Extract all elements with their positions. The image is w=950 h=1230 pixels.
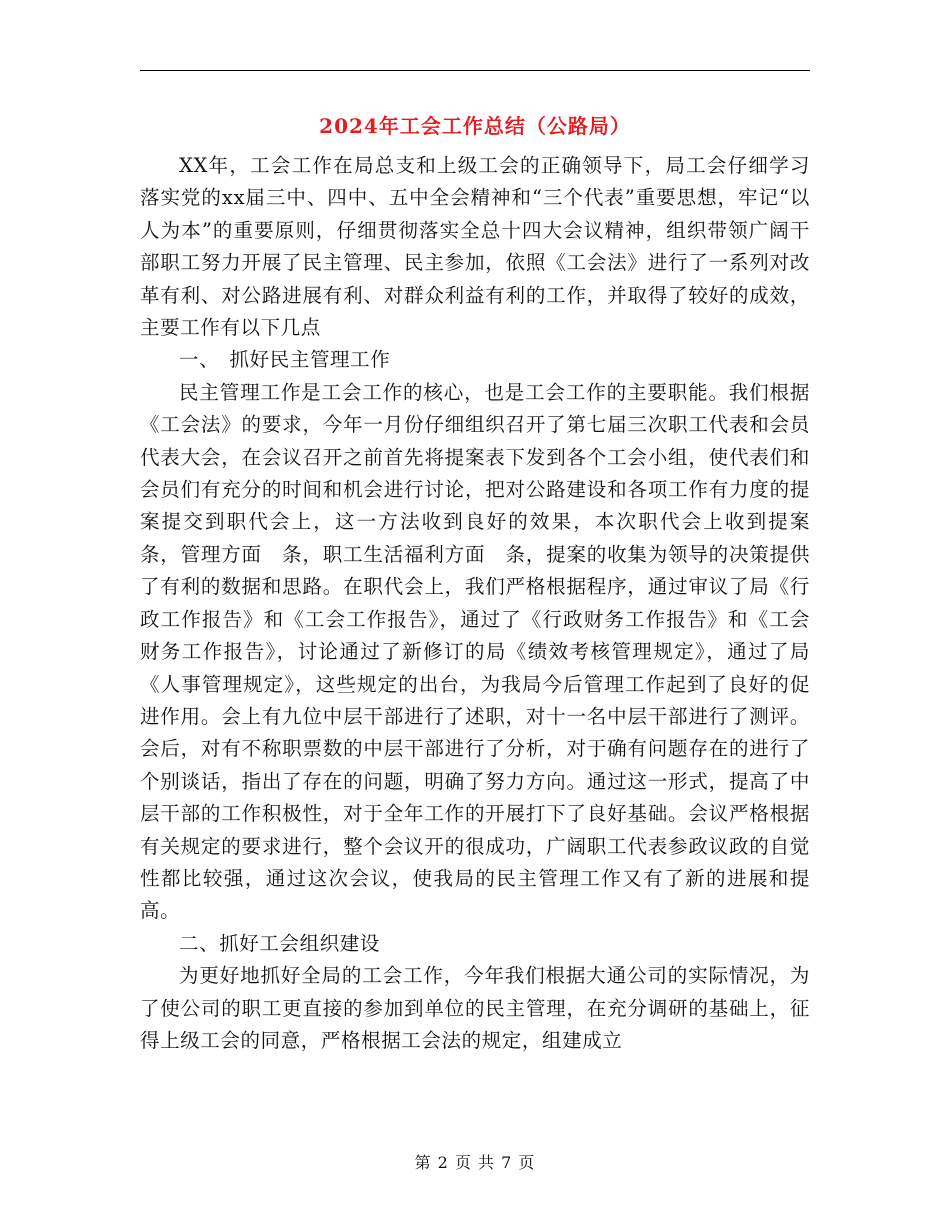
paragraph-organization-building: 为更好地抓好全局的工会工作，今年我们根据大通公司的实际情况，为了使公司的职工更直接的参加到单位的民主管理，在充分调研的基础上，征得上级工会的同意，严格根据工会法的规定，组建成立 (140, 964, 810, 1052)
section-heading-1: 一、 抓好民主管理工作 (179, 348, 391, 372)
page-number: 第 2 页 共 7 页 (414, 1153, 536, 1172)
paragraph-democratic-management: 民主管理工作是工会工作的核心，也是工会工作的主要职能。我们根据《工会法》的要求，今年一月份仔细组织召开了第七届三次职工代表和会员代表大会，在会议召开之前首先将提案表下发到各个工会小组，使代表们和会员们有充分的时间和机会进行讨论，把对公路建设和各项工作有力度的提案提交到职代会上，这一方法收到良好的效果，本次职代会上收到提案 条，管理方面 条，职工生活福利方面 条，提案的收集为领导的决策提供了有利的数据和思路。在职代会上，我们严格根据程序，通过审议了局《行政工作报告》和《工会工作报告》，通过了《行政财务工作报告》和《工会财务工作报告》，讨论通过了新修订的局《绩效考核管理规定》，通过了局《人事管理规定》，这些规定的出台，为我局今后管理工作起到了良好的促进作用。会上有九位中层干部进行了述职，对十一名中层干部进行了测评。会后，对有不称职票数的中层干部进行了分析，对于确有问题存在的进行了个别谈话，指出了存在的问题，明确了努力方向。通过这一形式，提高了中层干部的工作积极性，对于全年工作的开展打下了良好基础。会议严格根据有关规定的要求进行，整个会议开的很成功，广阔职工代表参政议政的自觉性都比较强，通过这次会议，使我局的民主管理工作又有了新的进展和提高。 (140, 380, 831, 923)
document-title: 2024年工会工作总结（公路局） (319, 114, 631, 138)
paragraph-intro: XX年，工会工作在局总支和上级工会的正确领导下，局工会仔细学习落实党的xx届三中、四中、五中全会精神和“三个代表”重要思想，牢记“以人为本”的重要原则，仔细贯彻落实全总十四大会议精神，组织带领广阔干部职工努力开展了民主管理、民主参加，依照《工会法》进行了一系列对改革有利、对公路进展有利、对群众利益有利的工作，并取得了较好的成效，主要工作有以下几点 (140, 154, 810, 340)
section-heading-2: 二、抓好工会组织建设 (179, 931, 381, 955)
document-body (140, 150, 831, 1057)
header-rule (140, 70, 810, 71)
